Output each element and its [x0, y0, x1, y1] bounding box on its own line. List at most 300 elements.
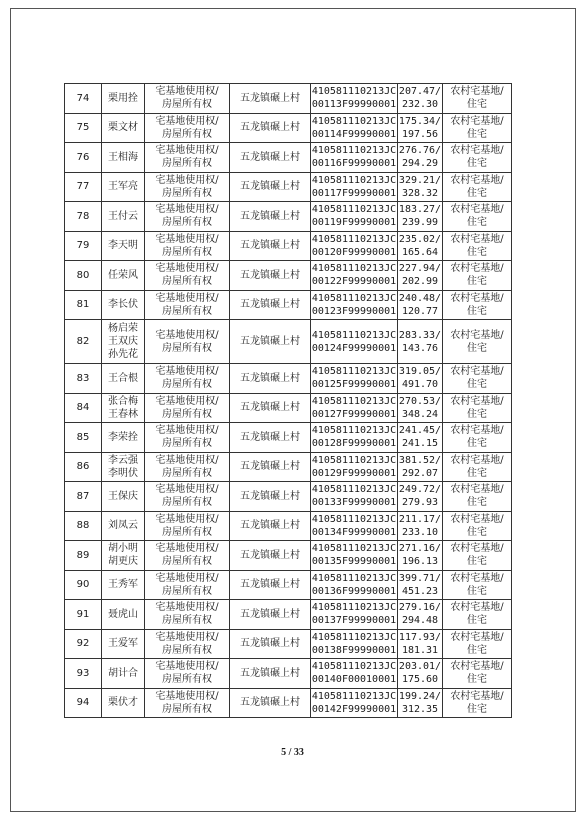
row-number: 91: [65, 600, 102, 630]
right-type-line: 房屋所有权: [162, 497, 212, 509]
right-type-line: 房屋所有权: [162, 276, 212, 288]
area-value-line: 183.27/: [398, 204, 442, 216]
unit-code-line: 00129F99990001: [311, 467, 397, 479]
table-row: [65, 320, 512, 364]
land-use: [443, 84, 512, 114]
area-value-line: 211.17/: [398, 513, 442, 525]
land-use-line: 住宅: [467, 615, 487, 627]
land-use-line: 农村宅基地/: [450, 690, 504, 702]
unit-code-line: 410581110213JC: [311, 543, 397, 555]
land-use-line: 住宅: [467, 526, 487, 538]
location: 五龙镇碾上村: [230, 659, 311, 689]
unit-code-line: 00123F99990001: [311, 305, 397, 317]
unit-code-line: 00124F99990001: [311, 342, 397, 354]
land-use-line: 住宅: [467, 556, 487, 568]
owner-name-line: 李天明: [108, 240, 138, 252]
right-type-line: 宅基地使用权/: [155, 631, 219, 643]
owner-name-line: 李明伏: [108, 467, 138, 479]
area-value-line: 319.05/: [398, 366, 442, 378]
land-use-line: 农村宅基地/: [450, 543, 504, 555]
right-type: [145, 84, 230, 114]
unit-code-line: 00120F99990001: [311, 246, 397, 258]
right-type-line: 宅基地使用权/: [155, 690, 219, 702]
unit-code: [311, 482, 398, 512]
table-row: [65, 202, 512, 232]
right-type: [145, 600, 230, 630]
owner-name-line: 栗用拴: [108, 92, 138, 104]
land-use: [443, 143, 512, 173]
right-type-line: 房屋所有权: [162, 342, 212, 354]
location: 五龙镇碾上村: [230, 423, 311, 453]
land-use-line: 住宅: [467, 644, 487, 656]
right-type: [145, 113, 230, 143]
area-value: [398, 172, 443, 202]
row-number: 75: [65, 113, 102, 143]
right-type: [145, 423, 230, 453]
owner-name: [102, 423, 145, 453]
table-row: [65, 113, 512, 143]
unit-code-line: 00142F99990001: [311, 703, 397, 715]
owner-name: [102, 84, 145, 114]
row-number: 89: [65, 541, 102, 571]
row-number: 85: [65, 423, 102, 453]
right-type-line: 宅基地使用权/: [155, 454, 219, 466]
page-number: 5 / 33: [281, 747, 304, 758]
area-value: [398, 659, 443, 689]
unit-code-line: 00134F99990001: [311, 526, 397, 538]
area-value: [398, 261, 443, 291]
unit-code: [311, 629, 398, 659]
location: 五龙镇碾上村: [230, 202, 311, 232]
unit-code-line: 00114F99990001: [311, 128, 397, 140]
table-row: [65, 143, 512, 173]
row-number: 90: [65, 570, 102, 600]
land-use-line: 农村宅基地/: [450, 513, 504, 525]
owner-name: [102, 202, 145, 232]
right-type-line: 房屋所有权: [162, 128, 212, 140]
location: 五龙镇碾上村: [230, 541, 311, 571]
land-use-line: 农村宅基地/: [450, 366, 504, 378]
land-use: [443, 541, 512, 571]
area-value-line: 240.48/: [398, 292, 442, 304]
area-value-line: 241.15: [401, 438, 439, 450]
right-type-line: 房屋所有权: [162, 408, 212, 420]
table-row: [65, 600, 512, 630]
right-type-line: 宅基地使用权/: [155, 513, 219, 525]
area-value-line: 381.52/: [398, 454, 442, 466]
right-type-line: 宅基地使用权/: [155, 329, 219, 341]
owner-name: [102, 261, 145, 291]
area-value-line: 202.99: [401, 276, 439, 288]
land-use-line: 住宅: [467, 246, 487, 258]
unit-code: [311, 570, 398, 600]
unit-code-line: 00117F99990001: [311, 187, 397, 199]
owner-name-line: 王相海: [108, 151, 138, 163]
area-value-line: 120.77: [401, 305, 439, 317]
unit-code: [311, 231, 398, 261]
unit-code: [311, 320, 398, 364]
unit-code: [311, 113, 398, 143]
right-type: [145, 393, 230, 423]
registry-table: [64, 83, 512, 718]
land-use: [443, 320, 512, 364]
area-value-line: 227.94/: [398, 263, 442, 275]
area-value-line: 235.02/: [398, 233, 442, 245]
unit-code-line: 410581110213JC: [311, 425, 397, 437]
land-use-line: 农村宅基地/: [450, 395, 504, 407]
right-type: [145, 688, 230, 718]
unit-code-line: 410581110213JC: [311, 513, 397, 525]
land-use-line: 住宅: [467, 438, 487, 450]
unit-code-line: 410581110213JC: [311, 690, 397, 702]
land-use-line: 农村宅基地/: [450, 572, 504, 584]
area-value-line: 249.72/: [398, 484, 442, 496]
owner-name-line: 杨启荣: [108, 323, 138, 334]
location: 五龙镇碾上村: [230, 511, 311, 541]
land-use-line: 农村宅基地/: [450, 661, 504, 673]
owner-name-line: 李长伏: [108, 299, 138, 311]
area-value-line: 207.47/: [398, 86, 442, 98]
table-row: [65, 423, 512, 453]
owner-name-line: 王双庆: [108, 336, 138, 347]
unit-code: [311, 423, 398, 453]
area-value-line: 279.16/: [398, 602, 442, 614]
land-use-line: 农村宅基地/: [450, 233, 504, 245]
land-use-line: 住宅: [467, 467, 487, 479]
unit-code-line: 00140F00010001: [311, 674, 397, 686]
land-use-line: 农村宅基地/: [450, 631, 504, 643]
right-type-line: 房屋所有权: [162, 703, 212, 715]
area-value-line: 197.56: [401, 128, 439, 140]
area-value-line: 328.32: [401, 187, 439, 199]
area-value-line: 491.70: [401, 379, 439, 391]
land-use-line: 住宅: [467, 99, 487, 111]
owner-name: [102, 570, 145, 600]
row-number: 74: [65, 84, 102, 114]
unit-code: [311, 600, 398, 630]
area-value-line: 175.34/: [398, 115, 442, 127]
unit-code: [311, 172, 398, 202]
area-value-line: 239.99: [401, 217, 439, 229]
land-use: [443, 202, 512, 232]
land-use-line: 农村宅基地/: [450, 263, 504, 275]
table-row: [65, 261, 512, 291]
unit-code-line: 00128F99990001: [311, 438, 397, 450]
area-value-line: 292.07: [401, 467, 439, 479]
right-type-line: 房屋所有权: [162, 556, 212, 568]
right-type: [145, 452, 230, 482]
unit-code: [311, 452, 398, 482]
location: 五龙镇碾上村: [230, 393, 311, 423]
unit-code-line: 00127F99990001: [311, 408, 397, 420]
right-type-line: 宅基地使用权/: [155, 543, 219, 555]
unit-code-line: 410581110213JC: [311, 233, 397, 245]
unit-code: [311, 393, 398, 423]
right-type-line: 房屋所有权: [162, 644, 212, 656]
area-value: [398, 482, 443, 512]
row-number: 79: [65, 231, 102, 261]
land-use: [443, 511, 512, 541]
unit-code-line: 410581110213JC: [311, 572, 397, 584]
owner-name: [102, 290, 145, 320]
row-number: 81: [65, 290, 102, 320]
right-type-line: 房屋所有权: [162, 467, 212, 479]
right-type: [145, 541, 230, 571]
table-row: [65, 629, 512, 659]
right-type-line: 房屋所有权: [162, 99, 212, 111]
row-number: 94: [65, 688, 102, 718]
unit-code-line: 410581110213JC: [311, 329, 397, 341]
table-row: [65, 511, 512, 541]
area-value: [398, 541, 443, 571]
table-row: [65, 688, 512, 718]
unit-code-line: 00116F99990001: [311, 158, 397, 170]
land-use-line: 住宅: [467, 187, 487, 199]
table-row: [65, 364, 512, 394]
unit-code: [311, 143, 398, 173]
location: 五龙镇碾上村: [230, 688, 311, 718]
area-value: [398, 688, 443, 718]
table-body: [65, 84, 512, 718]
unit-code-line: 410581110213JC: [311, 454, 397, 466]
owner-name-line: 李云强: [108, 454, 138, 466]
table-row: [65, 541, 512, 571]
unit-code-line: 410581110213JC: [311, 484, 397, 496]
unit-code-line: 410581110213JC: [311, 395, 397, 407]
area-value-line: 329.21/: [398, 174, 442, 186]
area-value: [398, 364, 443, 394]
land-use-line: 农村宅基地/: [450, 425, 504, 437]
land-use: [443, 629, 512, 659]
land-use-line: 农村宅基地/: [450, 292, 504, 304]
owner-name-line: 王保庆: [108, 490, 138, 502]
right-type: [145, 202, 230, 232]
row-number: 87: [65, 482, 102, 512]
right-type-line: 房屋所有权: [162, 615, 212, 627]
location: 五龙镇碾上村: [230, 482, 311, 512]
land-use-line: 农村宅基地/: [450, 454, 504, 466]
unit-code-line: 410581110213JC: [311, 174, 397, 186]
location: 五龙镇碾上村: [230, 143, 311, 173]
owner-name: [102, 600, 145, 630]
row-number: 80: [65, 261, 102, 291]
row-number: 82: [65, 320, 102, 364]
area-value-line: 270.53/: [398, 395, 442, 407]
area-value-line: 175.60: [401, 674, 439, 686]
owner-name-line: 孙先花: [108, 349, 138, 360]
right-type-line: 宅基地使用权/: [155, 572, 219, 584]
table-row: [65, 172, 512, 202]
right-type-line: 宅基地使用权/: [155, 86, 219, 98]
location: 五龙镇碾上村: [230, 113, 311, 143]
land-use: [443, 600, 512, 630]
right-type-line: 宅基地使用权/: [155, 366, 219, 378]
right-type-line: 宅基地使用权/: [155, 395, 219, 407]
owner-name-line: 胡计合: [108, 667, 138, 679]
land-use-line: 住宅: [467, 674, 487, 686]
unit-code: [311, 659, 398, 689]
right-type: [145, 482, 230, 512]
area-value: [398, 290, 443, 320]
right-type-line: 宅基地使用权/: [155, 233, 219, 245]
unit-code-line: 410581110213JC: [311, 115, 397, 127]
owner-name: [102, 393, 145, 423]
row-number: 88: [65, 511, 102, 541]
unit-code: [311, 261, 398, 291]
unit-code-line: 410581110213JC: [311, 292, 397, 304]
unit-code-line: 410581110213JC: [311, 631, 397, 643]
unit-code: [311, 541, 398, 571]
area-value-line: 399.71/: [398, 572, 442, 584]
unit-code-line: 410581110213JC: [311, 263, 397, 275]
right-type-line: 房屋所有权: [162, 217, 212, 229]
unit-code: [311, 511, 398, 541]
table-row: [65, 231, 512, 261]
area-value: [398, 320, 443, 364]
table-row: [65, 290, 512, 320]
owner-name: [102, 482, 145, 512]
location: 五龙镇碾上村: [230, 364, 311, 394]
right-type-line: 房屋所有权: [162, 305, 212, 317]
table-row: [65, 452, 512, 482]
unit-code-line: 410581110213JC: [311, 145, 397, 157]
area-value-line: 143.76: [401, 342, 439, 354]
area-value-line: 233.10: [401, 526, 439, 538]
area-value: [398, 393, 443, 423]
owner-name: [102, 511, 145, 541]
owner-name: [102, 231, 145, 261]
right-type-line: 房屋所有权: [162, 187, 212, 199]
land-use: [443, 659, 512, 689]
row-number: 77: [65, 172, 102, 202]
owner-name-line: 王爱军: [108, 638, 138, 650]
land-use-line: 住宅: [467, 497, 487, 509]
right-type-line: 房屋所有权: [162, 526, 212, 538]
area-value: [398, 231, 443, 261]
right-type-line: 房屋所有权: [162, 246, 212, 258]
right-type-line: 宅基地使用权/: [155, 263, 219, 275]
area-value-line: 241.45/: [398, 425, 442, 437]
right-type: [145, 261, 230, 291]
right-type-line: 宅基地使用权/: [155, 425, 219, 437]
land-use: [443, 261, 512, 291]
land-use: [443, 482, 512, 512]
area-value-line: 232.30: [401, 99, 439, 111]
location: 五龙镇碾上村: [230, 84, 311, 114]
right-type: [145, 320, 230, 364]
location: 五龙镇碾上村: [230, 570, 311, 600]
unit-code-line: 410581110213JC: [311, 602, 397, 614]
unit-code-line: 00133F99990001: [311, 497, 397, 509]
owner-name: [102, 364, 145, 394]
owner-name: [102, 541, 145, 571]
area-value-line: 279.93: [401, 497, 439, 509]
land-use: [443, 570, 512, 600]
owner-name: [102, 113, 145, 143]
owner-name-line: 张合梅: [108, 395, 138, 407]
owner-name: [102, 320, 145, 364]
land-use: [443, 231, 512, 261]
location: 五龙镇碾上村: [230, 320, 311, 364]
owner-name: [102, 659, 145, 689]
land-use-line: 住宅: [467, 585, 487, 597]
unit-code-line: 410581110213JC: [311, 204, 397, 216]
area-value-line: 283.33/: [398, 329, 442, 341]
owner-name-line: 王军亮: [108, 181, 138, 193]
area-value: [398, 511, 443, 541]
owner-name-line: 栗伏才: [108, 697, 138, 709]
right-type-line: 宅基地使用权/: [155, 204, 219, 216]
right-type-line: 宅基地使用权/: [155, 174, 219, 186]
right-type: [145, 172, 230, 202]
right-type: [145, 511, 230, 541]
land-use-line: 农村宅基地/: [450, 329, 504, 341]
area-value-line: 199.24/: [398, 690, 442, 702]
area-value-line: 117.93/: [398, 631, 442, 643]
land-use: [443, 688, 512, 718]
right-type-line: 宅基地使用权/: [155, 602, 219, 614]
unit-code-line: 410581110213JC: [311, 86, 397, 98]
right-type-line: 宅基地使用权/: [155, 484, 219, 496]
right-type: [145, 570, 230, 600]
area-value: [398, 202, 443, 232]
land-use-line: 住宅: [467, 305, 487, 317]
unit-code: [311, 202, 398, 232]
unit-code-line: 410581110213JC: [311, 661, 397, 673]
area-value-line: 294.48: [401, 615, 439, 627]
area-value-line: 196.13: [401, 556, 439, 568]
owner-name-line: 胡小明: [108, 543, 138, 555]
unit-code-line: 00135F99990001: [311, 556, 397, 568]
area-value: [398, 629, 443, 659]
row-number: 83: [65, 364, 102, 394]
land-use: [443, 290, 512, 320]
land-use-line: 住宅: [467, 128, 487, 140]
land-use-line: 住宅: [467, 217, 487, 229]
area-value: [398, 84, 443, 114]
area-value-line: 271.16/: [398, 543, 442, 555]
table-row: [65, 84, 512, 114]
land-use: [443, 113, 512, 143]
land-use: [443, 364, 512, 394]
land-use-line: 住宅: [467, 276, 487, 288]
owner-name-line: 王春林: [108, 408, 138, 420]
area-value-line: 165.64: [401, 246, 439, 258]
area-value-line: 348.24: [401, 408, 439, 420]
land-use: [443, 452, 512, 482]
row-number: 84: [65, 393, 102, 423]
location: 五龙镇碾上村: [230, 452, 311, 482]
location: 五龙镇碾上村: [230, 231, 311, 261]
area-value-line: 294.29: [401, 158, 439, 170]
area-value-line: 451.23: [401, 585, 439, 597]
unit-code: [311, 688, 398, 718]
land-use-line: 住宅: [467, 342, 487, 354]
unit-code-line: 00119F99990001: [311, 217, 397, 229]
owner-name: [102, 688, 145, 718]
unit-code: [311, 364, 398, 394]
area-value-line: 181.31: [401, 644, 439, 656]
land-use-line: 住宅: [467, 703, 487, 715]
owner-name-line: 李荣拴: [108, 431, 138, 443]
area-value-line: 203.01/: [398, 661, 442, 673]
area-value: [398, 423, 443, 453]
land-use: [443, 423, 512, 453]
right-type-line: 房屋所有权: [162, 674, 212, 686]
location: 五龙镇碾上村: [230, 629, 311, 659]
owner-name: [102, 629, 145, 659]
owner-name-line: 栗文材: [108, 122, 138, 134]
